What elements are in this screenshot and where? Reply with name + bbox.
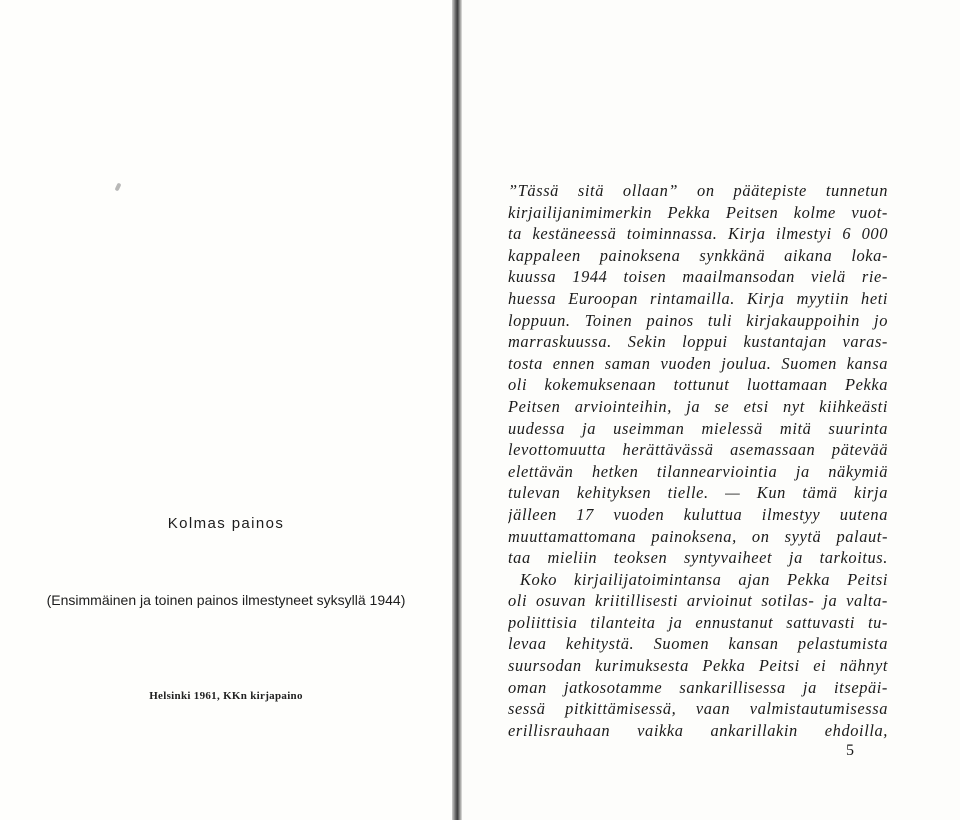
text-line: suursodan kurimuksesta Pekka Peitsi ei nähnyt <box>508 656 888 676</box>
text-line: taa mieliin teoksen syntyvaiheet ja tarkoitus. <box>508 548 888 568</box>
paper-speck <box>114 183 121 192</box>
text-line: marraskuussa. Sekin loppui kustantajan varas- <box>508 332 888 352</box>
text-line: levaa kehitystä. Suomen kansan pelastumista <box>508 634 888 654</box>
text-line: tulevan kehityksen tielle. — Kun tämä kirja <box>508 483 888 503</box>
text-line: oli kokemuksenaan tottunut luottamaan Pekka <box>508 375 888 395</box>
text-line: poliittisia tilanteita ja ennustanut sattuvasti tu- <box>508 612 888 632</box>
text-line: huessa Euroopan rintamailla. Kirja myytiin heti <box>508 288 888 308</box>
text-line: kirjailijanimimerkin Pekka Peitsen kolme vuot- <box>508 202 888 222</box>
text-line: uudessa ja useimman mielessä mitä suurinta <box>508 418 888 438</box>
edition-note: (Ensimmäinen ja toinen painos ilmestyneet syksyllä 1944) <box>46 592 406 608</box>
text-line: tosta ennen saman vuoden joulua. Suomen kansa <box>508 353 888 373</box>
text-line: erillisrauhaan vaikka ankarillakin ehdoilla, <box>508 720 888 740</box>
left-page <box>0 0 452 820</box>
text-line: ta kestäneessä toiminnassa. Kirja ilmestyi 6 000 <box>508 224 888 244</box>
imprint-line: Helsinki 1961, KKn kirjapaino <box>149 690 303 702</box>
text-line: muuttamattomana painoksena, on syytä palaut- <box>508 526 888 546</box>
text-line: kuussa 1944 toisen maailmansodan vielä rie- <box>508 267 888 287</box>
text-line: ”Tässä sitä ollaan” on päätepiste tunnetun <box>508 181 888 200</box>
text-line: jälleen 17 vuoden kuluttua ilmestyy uutena <box>508 504 888 524</box>
book-gutter <box>452 0 462 820</box>
text-line: sessä pitkittämisessä, vaan valmistautumisessa <box>508 699 888 719</box>
text-line: oman jatkosotamme sankarillisessa ja itsepäi- <box>508 677 888 697</box>
text-line: kappaleen painoksena synkkänä aikana loka- <box>508 245 888 265</box>
body-text <box>508 180 888 741</box>
text-line: Peitsen arviointeihin, ja se etsi nyt kiihkeästi <box>508 396 888 416</box>
page-number: 5 <box>846 742 854 759</box>
text-line: levottomuutta herättävässä asemassaan pätevää <box>508 440 888 460</box>
edition-title: Kolmas painos <box>167 515 285 532</box>
text-line: loppuun. Toinen painos tuli kirjakauppoihin jo <box>508 310 888 330</box>
text-line: elettävän hetken tilannearviointia ja näkymiä <box>508 461 888 481</box>
text-line: Koko kirjailijatoimintansa ajan Pekka Peitsi <box>520 569 888 589</box>
text-line: oli osuvan kriitillisesti arvioinut sotilas- ja valta- <box>508 591 888 611</box>
